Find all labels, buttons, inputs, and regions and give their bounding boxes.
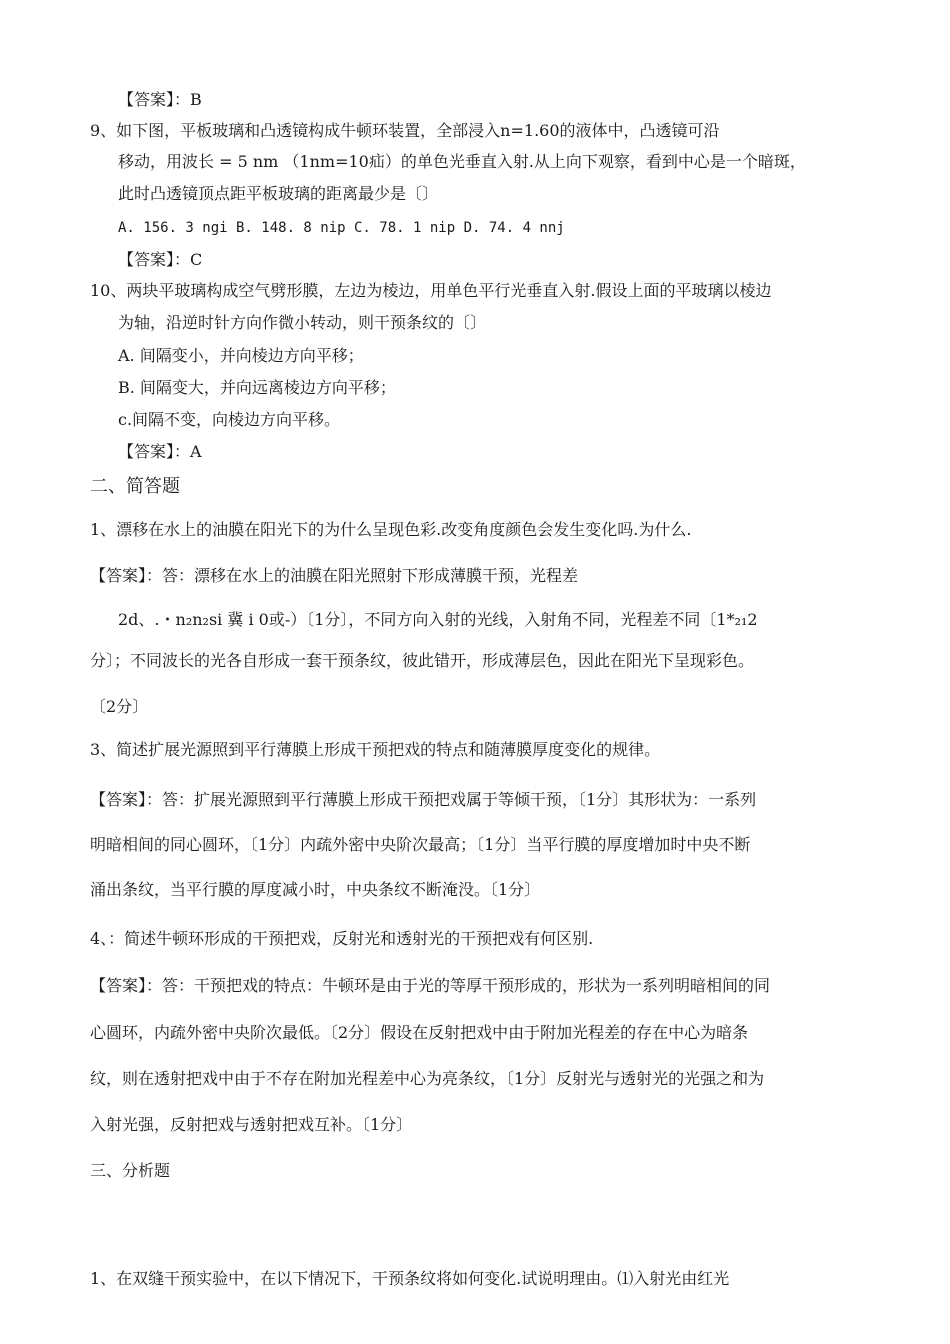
- question-10-line-2: 为轴，沿逆时针方向作微小转动，则干预条纹的〔〕: [118, 313, 487, 332]
- answer-continuation: 纹，则在透射把戏中由于不存在附加光程差中心为亮条纹，〔1分〕反射光与透射光的光强之和为: [90, 1069, 765, 1088]
- answer-continuation: 明暗相间的同心圆环，〔1分〕内疏外密中央阶次最高；〔1分〕当平行膜的厚度增加时中央不断: [90, 835, 751, 854]
- answer-line: 【答案】：A: [118, 442, 202, 461]
- answer-line: 【答案】：答：扩展光源照到平行薄膜上形成干预把戏属于等倾干预，〔1分〕其形状为：一系列: [90, 790, 757, 809]
- answer-continuation: 心圆环，内疏外密中央阶次最低。〔2分〕假设在反射把戏中由于附加光程差的存在中心为暗条: [90, 1023, 749, 1042]
- answer-continuation: 涌出条纹，当平行膜的厚度减小时，中央条纹不断淹没。〔1分〕: [90, 880, 541, 899]
- question-10-option-a: A. 间隔变小，并向棱边方向平移；: [118, 346, 364, 365]
- analysis-question-1: 1、在双缝干预实验中，在以下情况下，干预条纹将如何变化.试说明理由。⑴入射光由红光: [90, 1269, 730, 1288]
- section-heading: 三、分析题: [90, 1161, 171, 1180]
- question-10-option-c: c.间隔不变，向棱边方向平移。: [118, 410, 341, 429]
- question-10-option-b: B. 间隔变大，并向远离棱边方向平移；: [118, 378, 396, 397]
- question-9-line-2: 移动，用波长 = 5 nm （1nm=10疝）的单色光垂直入射.从上向下观察，看到中心是一个暗斑，: [118, 152, 806, 171]
- score-note: 〔2分〕: [90, 697, 149, 716]
- question-9-line-1: 9、如下图，平板玻璃和凸透镜构成牛顿环装置，全部浸入n=1.60的液体中，凸透镜可沿: [90, 121, 720, 140]
- answer-continuation: 入射光强，反射把戏与透射把戏互补。〔1分〕: [90, 1115, 413, 1134]
- answer-formula-line: 2d、.・n₂n₂si 冀 i 0或-）〔1分〕，不同方向入射的光线，入射角不同，光程差不同〔1*₂₁2: [118, 610, 758, 629]
- question-9-line-3: 此时凸透镜顶点距平板玻璃的距离最少是〔〕: [118, 184, 439, 203]
- answer-line: 【答案】：C: [118, 250, 203, 269]
- answer-line: 【答案】：答：漂移在水上的油膜在阳光照射下形成薄膜干预，光程差: [90, 566, 579, 585]
- short-question-3: 3、简述扩展光源照到平行薄膜上形成干预把戏的特点和随薄膜厚度变化的规律。: [90, 740, 661, 759]
- short-question-4: 4、：简述牛顿环形成的干预把戏，反射光和透射光的干预把戏有何区别.: [90, 929, 594, 948]
- answer-line: 【答案】：B: [118, 90, 202, 109]
- question-10-line-1: 10、两块平玻璃构成空气劈形膜，左边为棱边，用单色平行光垂直入射.假设上面的平玻璃以棱边: [90, 281, 772, 300]
- answer-continuation: 分〕；不同波长的光各自形成一套干预条纹，彼此错开，形成薄层色，因此在阳光下呈现彩色。: [90, 651, 755, 670]
- section-heading: 二、简答题: [90, 476, 180, 497]
- short-question-1: 1、漂移在水上的油膜在阳光下的为什么呈现色彩.改变角度颜色会发生变化吗.为什么.: [90, 520, 692, 539]
- answer-line: 【答案】：答：干预把戏的特点：牛顿环是由于光的等厚干预形成的，形状为一系列明暗相间的同: [90, 976, 771, 995]
- question-9-options: A. 156. 3 ngi B. 148. 8 nip C. 78. 1 nip D. 74. 4 nnj: [118, 220, 565, 236]
